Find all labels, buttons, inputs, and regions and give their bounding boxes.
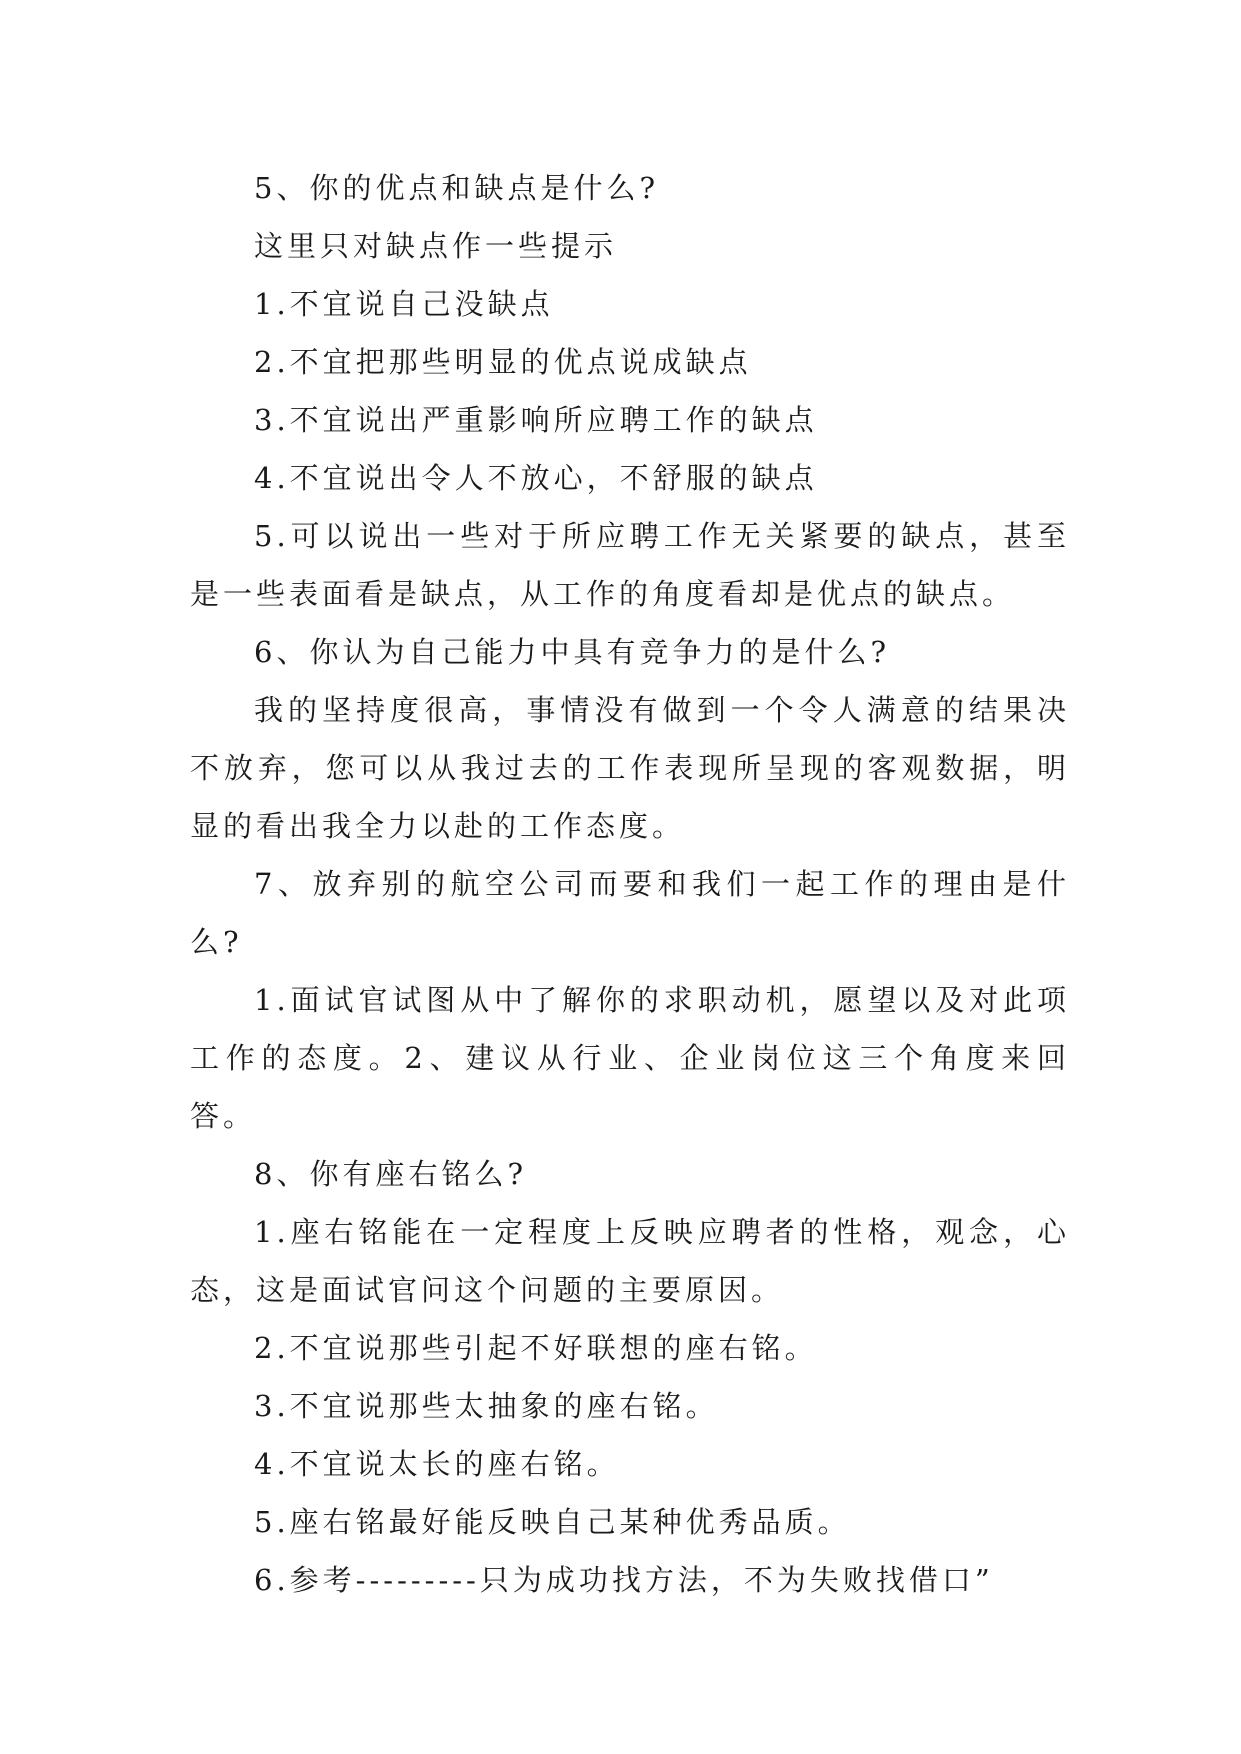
list-item: 5.座右铭最好能反映自己某种优秀品质。 <box>254 1505 851 1539</box>
document-body <box>190 159 1070 1609</box>
list-item: 1.不宜说自己没缺点 <box>254 287 554 321</box>
paragraph: 这里只对缺点作一些提示 <box>254 229 618 263</box>
list-item: 6.参考---------只为成功找方法，不为失败找借口” <box>254 1563 994 1597</box>
list-item: 4.不宜说太长的座右铭。 <box>254 1447 620 1481</box>
question-7-heading: 7、放弃别的航空公司而要和我们一起工作的理由是什么? <box>190 867 1070 959</box>
paragraph: 1.面试官试图从中了解你的求职动机，愿望以及对此项工作的态度。2、建议从行业、企业岗位这三个角度来回答。 <box>190 983 1070 1133</box>
list-item: 1.座右铭能在一定程度上反映应聘者的性格，观念，心态，这是面试官问这个问题的主要原因。 <box>190 1215 1070 1307</box>
list-item: 3.不宜说出严重影响所应聘工作的缺点 <box>254 403 818 437</box>
list-item: 5.可以说出一些对于所应聘工作无关紧要的缺点，甚至是一些表面看是缺点，从工作的角度看却是优点的缺点。 <box>190 519 1070 611</box>
question-6-heading: 6、你认为自己能力中具有竞争力的是什么? <box>254 635 890 669</box>
list-item: 2.不宜说那些引起不好联想的座右铭。 <box>254 1331 818 1365</box>
question-5-heading: 5、你的优点和缺点是什么? <box>254 171 659 205</box>
list-item: 3.不宜说那些太抽象的座右铭。 <box>254 1389 719 1423</box>
paragraph: 我的坚持度很高，事情没有做到一个令人满意的结果决不放弃，您可以从我过去的工作表现所呈现的客观数据，明显的看出我全力以赴的工作态度。 <box>190 693 1070 843</box>
list-item: 4.不宜说出令人不放心，不舒服的缺点 <box>254 461 818 495</box>
question-8-heading: 8、你有座右铭么? <box>254 1157 527 1191</box>
list-item: 2.不宜把那些明显的优点说成缺点 <box>254 345 752 379</box>
